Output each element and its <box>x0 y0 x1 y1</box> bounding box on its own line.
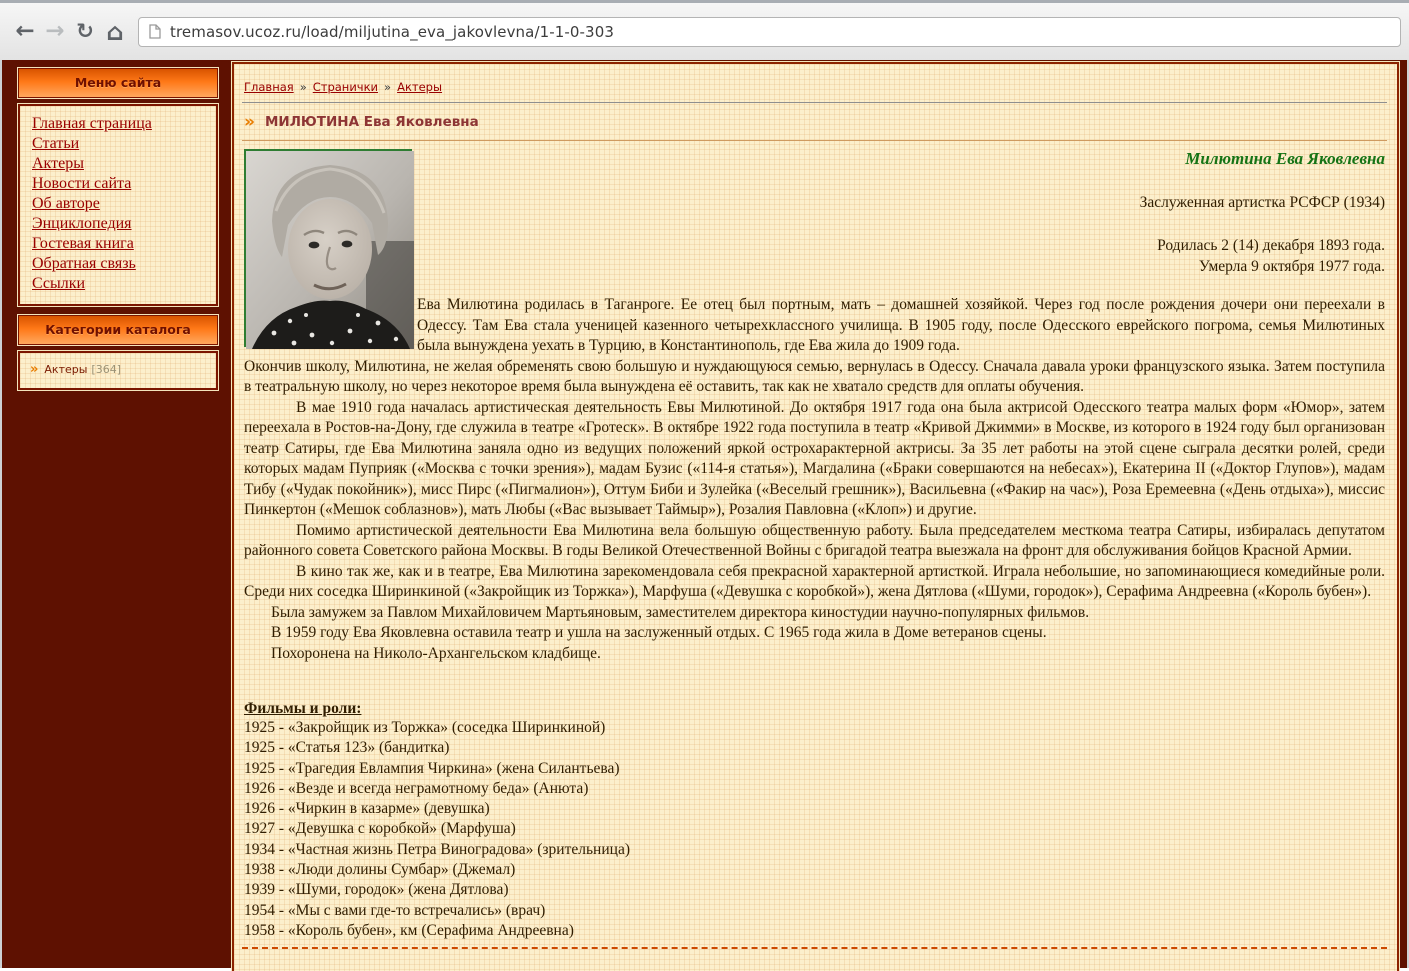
reload-icon[interactable]: ↻ <box>76 19 94 43</box>
home-icon[interactable]: ⌂ <box>106 17 124 46</box>
back-icon[interactable]: ← <box>15 18 35 44</box>
film-entry: 1925 - «Закройщик из Торжка» (соседка Ширинкиной) <box>244 719 606 736</box>
sidebar-item[interactable]: Обратная связь <box>32 255 136 272</box>
sidebar <box>18 68 218 399</box>
film-entry: 1938 - «Люди долины Сумбар» (Джемал) <box>244 861 516 879</box>
page-icon <box>149 24 161 39</box>
title-divider <box>242 140 1387 141</box>
sidebar-categories <box>18 351 218 390</box>
film-entry: 1925 - «Трагедия Евлампия Чиркина» (жена Силантьева) <box>244 759 620 777</box>
film-entry: 1954 - «Мы с вами где-то встречались» (врач) <box>244 901 546 919</box>
sidebar-categories-header: Категории каталога <box>18 315 218 345</box>
sidebar-category-actors[interactable]: Актеры <box>44 363 88 376</box>
film-entry: 1934 - «Частная жизнь Петра Виноградова» (зрительница) <box>244 840 630 858</box>
sidebar-item[interactable]: Энциклопедия <box>32 215 132 232</box>
filmography-title: Фильмы и роли: <box>244 700 362 717</box>
page-background <box>0 60 1409 968</box>
film-entry: 1939 - «Шуми, городок» (жена Дятлова) <box>244 881 509 899</box>
bio-paragraph: В кино так же, как и в театре, Ева Милютина зарекомендовала себя прекрасной характерной артисткой. Играла небольшие, но запоминающиеся комедийные роли. Среди них соседка Ширинкиной («Закройщик из Торжка»), Марфуша («Девушка с коробкой»), жена Дятлова («Шуми, городок»), Серафима Андреевна («Король бубен»). <box>244 562 1385 600</box>
film-entry: 1958 - «Король бубен», км (Серафима Андреевна) <box>244 921 574 939</box>
url-text: tremasov.ucoz.ru/load/miljutina_eva_jakovlevna/1-1-0-303 <box>170 22 614 41</box>
sidebar-item[interactable]: Об авторе <box>32 195 100 212</box>
bio-paragraph: Окончив школу, Милютина, не желая обременять свою большую и нуждающуюся семью, вернулась в Одессу. Сначала давала уроки французского языка. Затем поступила в театральную школу, но через некоторое время была вынуждена её оставить, так как не хватало средств для оплаты обучения. <box>244 357 1385 395</box>
sidebar-item[interactable]: Гостевая книга <box>32 235 134 252</box>
breadcrumb-link[interactable]: Странички <box>312 80 379 94</box>
breadcrumb <box>242 80 1387 94</box>
forward-icon[interactable]: → <box>45 18 65 44</box>
bio-paragraph: В 1959 году Ева Яковлевна оставила театр и ушла на заслуженный отдых. С 1965 года жила в Доме ветеранов сцены. <box>271 624 1047 641</box>
died-line: Умерла 9 октября 1977 года. <box>1198 257 1385 275</box>
biography-section <box>242 149 1387 664</box>
film-entry: 1926 - «Чиркин в казарме» (девушка) <box>244 800 490 818</box>
bio-paragraph: Была замужем за Павлом Михайловичем Мартьяновым, заместителем директора киностудии научно-популярных фильмов. <box>271 603 1090 621</box>
sidebar-item[interactable]: Актеры <box>32 155 84 172</box>
bio-paragraph: Похоронена на Николо-Архангельском кладбище. <box>271 644 601 662</box>
film-entry: 1927 - «Девушка с коробкой» (Марфуша) <box>244 820 516 838</box>
sidebar-item[interactable]: Новости сайта <box>32 175 132 192</box>
category-count: [364] <box>91 363 122 376</box>
sidebar-menu <box>18 104 218 306</box>
bio-paragraph: В мае 1910 года началась артистическая деятельность Евы Милютиной. До октября 1917 года она была актрисой Одесского театра малых форм «Юмор», затем переехала в Ростов-на-Дону, где служила в театре «Гротеск». В октябре 1922 года поступила в театр «Кривой Джимми» в Москве, из которого в 1924 году был организован театр Сатиры, где Ева Милютина заняла одно из ведущих положений яркой острохарактерной актрисы. За 35 лет работы на этой сцене сыграла десятки ролей, среди которых мадам Пуприяк («Москва с точки зрения»), мадам Бузис («114-я статья»), Магдалина («Браки совершаются на небесах»), Екатерина II («Доктор Глупов»), мадам Тибу («Чудак покойник»), мисс Пирс («Пигмалион»), Оттум Биби и Зулейка («Веселый грешник»), Васильевна («Факир на час»), Роза Еремеевна («День отдыха»), миссис Пинкертон («Мешок соблазнов»), мать Любы («Вас вызывает Таймыр»), Розалия Павловна («Клоп») и другие. <box>244 398 1385 518</box>
browser-chrome <box>0 0 1409 60</box>
film-entry: 1925 - «Статья 123» (бандитка) <box>244 739 450 757</box>
main-content <box>232 62 1399 971</box>
breadcrumb-separator: » <box>299 80 307 94</box>
film-entry: 1926 - «Везде и всегда неграмотному беда» (Анюта) <box>244 779 589 797</box>
bio-paragraph: Ева Милютина родилась в Таганроге. Ее отец был портным, мать – домашней хозяйкой. Через год после рождения дочери они переехали в Одессу. Там Ева стала ученицей казенного четырехклассного училища. В 1905 году, после Одесского еврейского погрома, семья Милютиных была вынуждена уехать в Турцию, в Константинополь, где Ева жила до 1909 года. <box>417 296 1385 354</box>
address-bar[interactable] <box>138 17 1401 47</box>
honorific-line: Заслуженная артистка РСФСР (1934) <box>1139 193 1385 211</box>
portrait-photo <box>244 149 412 347</box>
page-title <box>242 103 1387 140</box>
sidebar-item[interactable]: Статьи <box>32 135 80 152</box>
browser-toolbar <box>0 3 1409 60</box>
biography-text <box>244 295 1385 664</box>
category-arrow-icon: » <box>30 362 39 377</box>
sidebar-menu-header: Меню сайта <box>18 68 218 98</box>
breadcrumb-link[interactable]: Главная <box>244 80 294 94</box>
born-line: Родилась 2 (14) декабря 1893 года. <box>1157 237 1385 254</box>
dashed-divider <box>242 947 1387 949</box>
breadcrumb-separator: » <box>384 80 392 94</box>
page-title-text: МИЛЮТИНА Ева Яковлевна <box>264 114 479 130</box>
bio-paragraph: Помимо артистической деятельности Ева Милютина вела большую общественную работу. Была председателем месткома театра Сатиры, избиралась депутатом районного совета Советского района Москвы. В годы Великой Отечественной Войны с бригадой театра выезжала на фронт для обслуживания бойцов Красной Армии. <box>244 521 1385 559</box>
filmography-list <box>242 718 1387 941</box>
sidebar-item[interactable]: Главная страница <box>32 115 152 132</box>
title-arrow-icon: » <box>244 112 255 132</box>
sidebar-item[interactable]: Ссылки <box>32 275 86 292</box>
breadcrumb-link[interactable]: Актеры <box>397 80 443 94</box>
person-name-heading: Милютина Ева Яковлевна <box>1185 149 1385 168</box>
